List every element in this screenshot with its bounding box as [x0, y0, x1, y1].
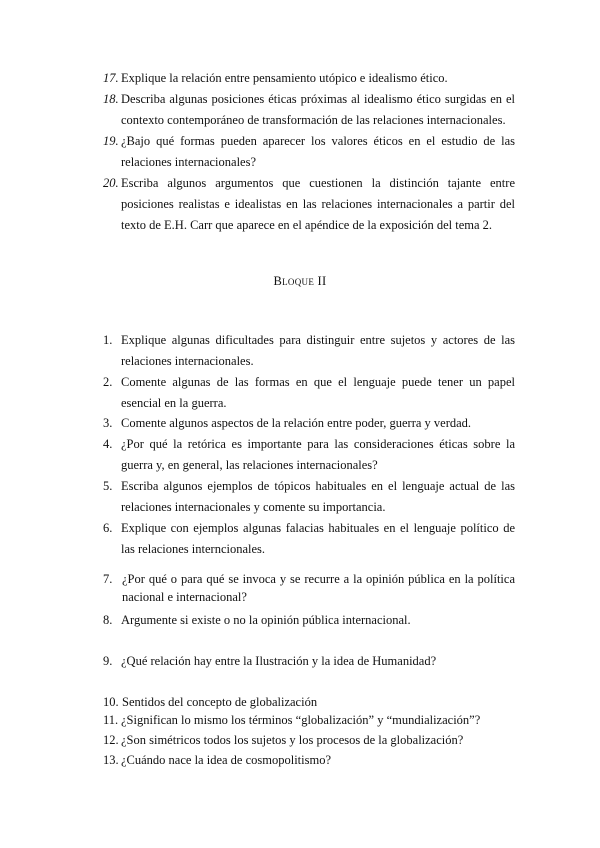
question-number: 11.: [103, 713, 119, 727]
question-5: [103, 476, 515, 518]
question-10: [103, 693, 515, 711]
question-text: Explique la relación entre pensamiento utópico e idealismo ético.: [121, 71, 448, 85]
question-3: [103, 413, 515, 434]
question-number: 6.: [103, 521, 113, 535]
question-text: Argumente si existe o no la opinión pública internacional.: [121, 613, 411, 627]
question-18: [103, 89, 515, 131]
question-number: 8.: [103, 613, 113, 627]
question-20: [103, 173, 515, 236]
question-12: [103, 730, 515, 751]
question-text: Describa algunas posiciones éticas próximas al idealismo ético surgidas en el contexto contemporáneo de transformación de las relaciones internacionales.: [121, 92, 515, 127]
question-text: Explique algunas dificultades para distinguir entre sujetos y actores de las relaciones internacionales.: [121, 333, 515, 368]
section-title: Bloque II: [273, 274, 327, 288]
question-text: ¿Son simétricos todos los sujetos y los procesos de la globalización?: [121, 733, 464, 747]
question-number: 7.: [103, 572, 113, 586]
question-text: ¿Bajo qué formas pueden aparecer los valores éticos en el estudio de las relaciones internacionales?: [121, 134, 515, 169]
question-13: [103, 750, 515, 771]
question-number: 18.: [103, 92, 119, 106]
question-number: 20.: [103, 176, 119, 190]
question-7: [103, 570, 515, 606]
question-19: [103, 131, 515, 173]
question-8: [103, 610, 515, 631]
question-number: 2.: [103, 375, 113, 389]
question-number: 1.: [103, 333, 113, 347]
question-number: 13.: [103, 753, 119, 767]
question-text: Comente algunos aspectos de la relación entre poder, guerra y verdad.: [121, 416, 472, 430]
question-number: 3.: [103, 416, 113, 430]
question-text: ¿Significan lo mismo los términos “globalización” y “mundialización”?: [121, 713, 481, 727]
question-6: [103, 518, 515, 560]
question-number: 5.: [103, 479, 113, 493]
question-number: 4.: [103, 437, 113, 451]
question-9: [103, 651, 515, 672]
question-number: 12.: [103, 733, 119, 747]
question-text: Escriba algunos argumentos que cuestionen la distinción tajante entre posiciones realistas e idealistas en las relaciones internacionales a partir del texto de E.H. Carr que aparece en el apéndice de la exposición del tema 2.: [121, 176, 515, 232]
question-text: ¿Por qué o para qué se invoca y se recurre a la opinión pública en la política nacional e internacional?: [122, 572, 515, 604]
question-text: Explique con ejemplos algunas falacias habituales en el lenguaje político de las relaciones interncionales.: [121, 521, 515, 556]
question-text: Escriba algunos ejemplos de tópicos habituales en el lenguaje actual de las relaciones internacionales y comente su importancia.: [121, 479, 515, 514]
question-text: Comente algunas de las formas en que el lenguaje puede tener un papel esencial en la guerra.: [121, 375, 515, 410]
question-1: [103, 330, 515, 372]
question-text: ¿Por qué la retórica es importante para las consideraciones éticas sobre la guerra y, en general, las relaciones internacionales?: [121, 437, 515, 472]
question-4: [103, 434, 515, 476]
question-2: [103, 372, 515, 414]
question-number: 17.: [103, 71, 119, 85]
question-text: Sentidos del concepto de globalización: [122, 695, 318, 709]
question-11: [103, 711, 515, 729]
question-number: 9.: [103, 654, 113, 668]
question-number: 10.: [103, 695, 119, 709]
question-text: ¿Cuándo nace la idea de cosmopolitismo?: [121, 753, 332, 767]
question-text: ¿Qué relación hay entre la Ilustración y la idea de Humanidad?: [121, 654, 437, 668]
question-17: [103, 68, 515, 89]
question-number: 19.: [103, 134, 119, 148]
